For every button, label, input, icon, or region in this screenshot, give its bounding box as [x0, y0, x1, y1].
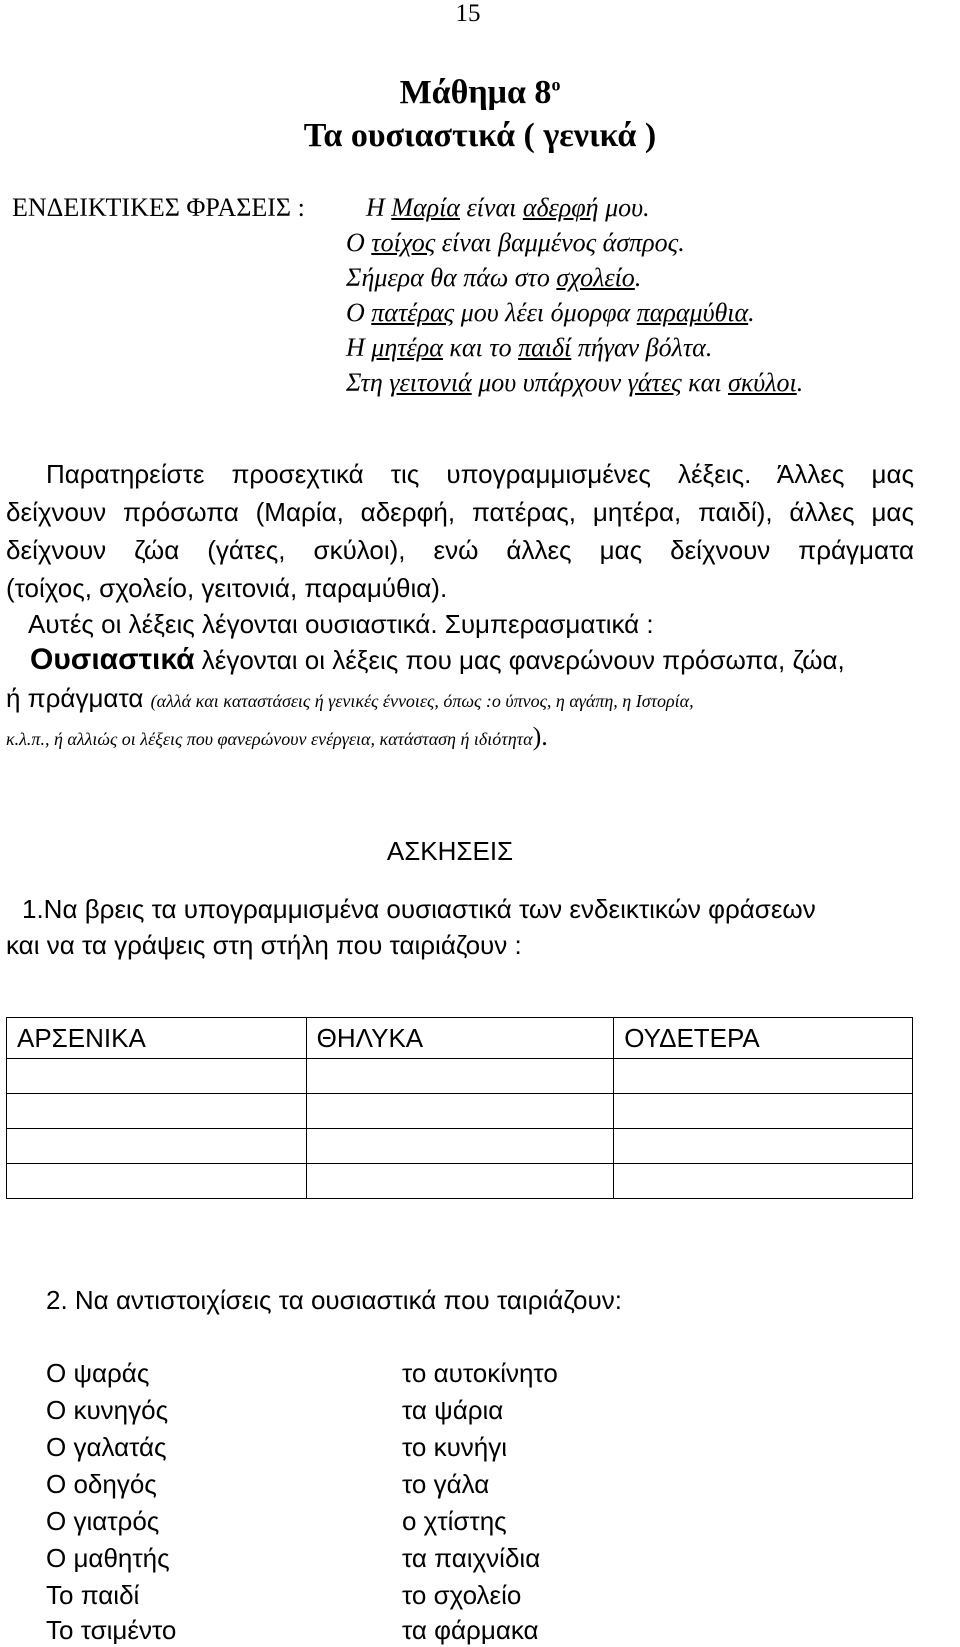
right-item: τα παιχνίδια	[402, 1543, 541, 1573]
answer-cell[interactable]	[7, 1094, 307, 1129]
text: Σήμερα θα πάω στο	[346, 263, 557, 292]
answer-cell[interactable]	[306, 1059, 614, 1094]
answer-cell[interactable]	[614, 1094, 913, 1129]
gender-classification-table	[6, 1017, 913, 1199]
right-item: τα φάρμακα	[402, 1615, 539, 1645]
left-item: Το τσιμέντο	[46, 1615, 177, 1645]
text: είναι βαμμένος άσπρος.	[435, 228, 685, 257]
left-item: Ο οδηγός	[46, 1469, 157, 1499]
example-sentence-1	[366, 193, 650, 223]
text: είναι	[459, 193, 523, 222]
underlined-noun: σκύλοι	[728, 368, 797, 397]
left-item: Ο γαλατάς	[46, 1432, 167, 1462]
example-sentence-5	[346, 333, 712, 363]
explanation-line-2	[6, 497, 914, 528]
text: Ο	[346, 228, 372, 257]
underlined-noun: παραμύθια	[636, 298, 749, 327]
definition-line-2	[6, 683, 694, 714]
explanation-line-5: Αυτές οι λέξεις λέγονται ουσιαστικά. Συμπερασματικά :	[28, 609, 654, 639]
exercise-2-title: 2. Να αντιστοιχίσεις τα ουσιαστικά που ταιριάζουν:	[46, 1285, 622, 1315]
page-number: 15	[455, 0, 481, 27]
text: .	[748, 298, 755, 327]
text: Στη	[346, 368, 390, 397]
text: δείχνουν πρόσωπα (Μαρία, αδερφή, πατέρας, μητέρα, παιδί), άλλες μας	[6, 497, 914, 527]
lesson-title-text: Μάθημα 8	[399, 74, 552, 111]
right-item: ο χτίστης	[402, 1506, 507, 1536]
left-item: Ο μαθητής	[46, 1543, 170, 1573]
table-row	[7, 1129, 913, 1164]
right-item: το κυνήγι	[402, 1432, 508, 1462]
explanation-line-4: (τοίχος, σχολείο, γειτονιά, παραμύθια).	[6, 573, 448, 603]
text: και το	[442, 333, 519, 362]
answer-cell[interactable]	[306, 1164, 614, 1199]
answer-cell[interactable]	[614, 1059, 913, 1094]
text: Η	[366, 193, 392, 222]
underlined-noun: παιδί	[518, 333, 572, 362]
text: πήγαν βόλτα.	[571, 333, 713, 362]
right-item: το σχολείο	[402, 1580, 522, 1610]
exercises-heading: ΑΣΚΗΣΕΙΣ	[386, 836, 514, 866]
example-sentence-4	[346, 298, 755, 328]
lesson-title-sup: ο	[551, 74, 561, 95]
right-item: το αυτοκίνητο	[402, 1358, 558, 1388]
text: δείχνουν ζώα (γάτες, σκύλοι), ενώ άλλες μας δείχνουν πράγματα	[6, 535, 914, 565]
left-item: Ο γιατρός	[46, 1506, 160, 1536]
exercise-1-line-1: 1.Να βρεις τα υπογραμμισμένα ουσιαστικά των ενδεικτικών φράσεων	[22, 894, 816, 924]
lesson-subtitle: Τα ουσιαστικά ( γενικά )	[303, 117, 657, 154]
example-sentence-2	[346, 228, 685, 258]
answer-cell[interactable]	[614, 1129, 913, 1164]
left-item: Ο ψαράς	[46, 1358, 150, 1388]
examples-label: ΕΝΔΕΙΚΤΙΚΕΣ ΦΡΑΣΕΙΣ :	[12, 193, 305, 222]
text: (αλλά και καταστάσεις ή γενικές έννοιες, όπως :ο ύπνος, η αγάπη, η Ιστορία,	[150, 691, 694, 711]
answer-cell[interactable]	[7, 1059, 307, 1094]
text: .	[634, 263, 642, 292]
explanation-line-3	[6, 535, 914, 566]
text: λέγονται οι λέξεις που μας φανερώνουν πρόσωπα, ζώα,	[194, 645, 845, 675]
text: Ο	[346, 298, 372, 327]
definition-line-3	[6, 722, 548, 752]
text: Η	[346, 333, 372, 362]
exercise-1-line-2: και να τα γράψεις στη στήλη που ταιριάζουν :	[6, 930, 522, 960]
left-item: Το παιδί	[46, 1580, 140, 1610]
text: κ.λ.π., ή αλλιώς οι λέξεις που φανερώνουν ενέργεια, κατάσταση ή ιδιότητα	[6, 729, 533, 749]
right-item: το γάλα	[402, 1469, 490, 1499]
answer-cell[interactable]	[614, 1164, 913, 1199]
text: ).	[532, 722, 548, 751]
underlined-noun: αδερφή	[522, 193, 599, 222]
underlined-noun: γάτες	[627, 368, 682, 397]
definition-term: Ουσιαστικά	[30, 643, 195, 676]
underlined-noun: πατέρας	[371, 298, 455, 327]
table-row	[7, 1094, 913, 1129]
definition-line-1	[30, 643, 845, 677]
lesson-title	[0, 74, 960, 112]
header-neuter: ΟΥΔΕΤΕΡΑ	[614, 1018, 913, 1059]
header-feminine: ΘΗΛΥΚΑ	[306, 1018, 614, 1059]
underlined-noun: τοίχος	[371, 228, 436, 257]
table-row	[7, 1059, 913, 1094]
answer-cell[interactable]	[7, 1164, 307, 1199]
underlined-noun: μητέρα	[371, 333, 443, 362]
answer-cell[interactable]	[7, 1129, 307, 1164]
text: Παρατηρείστε προσεχτικά τις υπογραμμισμένες λέξεις. Άλλες μας	[46, 459, 914, 489]
explanation-line-1	[46, 459, 914, 490]
header-masculine: ΑΡΣΕΝΙΚΑ	[7, 1018, 307, 1059]
underlined-noun: Μαρία	[391, 193, 460, 222]
underlined-noun: σχολείο	[556, 263, 635, 292]
answer-cell[interactable]	[306, 1129, 614, 1164]
table-header-row	[7, 1018, 913, 1059]
answer-cell[interactable]	[306, 1094, 614, 1129]
text: και	[681, 368, 728, 397]
text: ή πράγματα	[6, 683, 151, 713]
left-item: Ο κυνηγός	[46, 1395, 169, 1425]
right-item: τα ψάρια	[402, 1395, 504, 1425]
text: μου λέει όμορφα	[454, 298, 637, 327]
example-sentence-6	[346, 368, 803, 398]
text: μου.	[598, 193, 650, 222]
text: .	[796, 368, 804, 397]
text: μου υπάρχουν	[471, 368, 628, 397]
table-row	[7, 1164, 913, 1199]
example-sentence-3	[346, 263, 641, 293]
underlined-noun: γειτονιά	[389, 368, 472, 397]
